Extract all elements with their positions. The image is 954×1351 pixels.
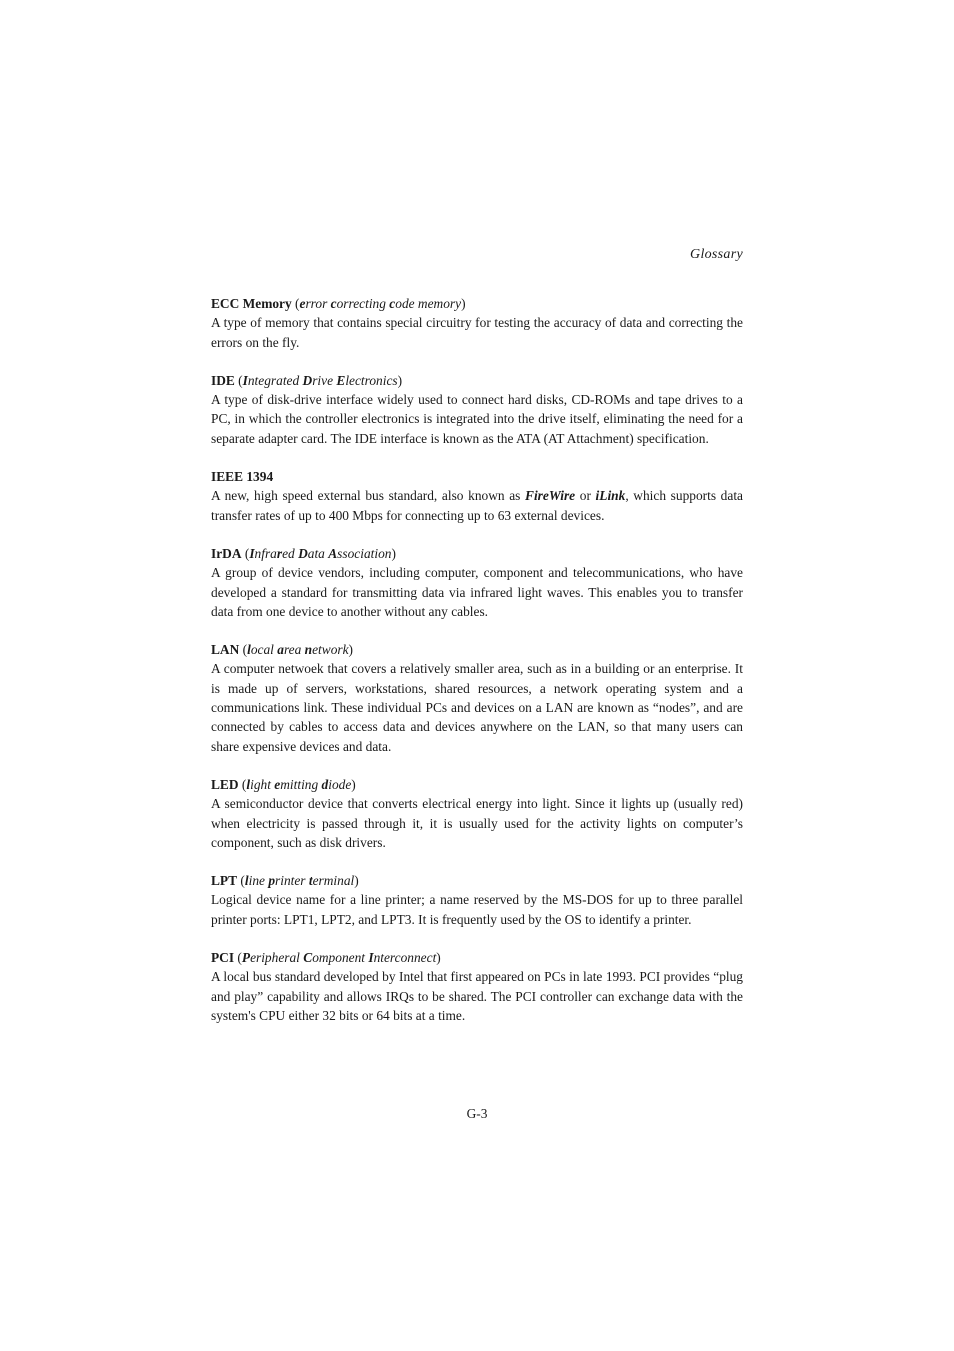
term-expansion: line printer terminal xyxy=(244,873,355,889)
term-name: LED xyxy=(211,776,239,792)
term-definition: A computer netwoek that covers a relatively smaller area, such as in a building or an enterprise. It is made up of servers, workstations, shared resources, a network operating system and a communications link. These individual PCs and devices on a LAN are known as “nodes”, and are connected by cables to access data and devices anywhere on the LAN, so that many users can share expensive devices and data. xyxy=(211,661,743,754)
term-expansion: Peripheral Component Interconnect xyxy=(241,950,437,966)
term-definition: Logical device name for a line printer; a name reserved by the MS-DOS for up to three parallel printer ports: LPT1, LPT2, and LPT3. It is frequently used by the OS to identify a printer. xyxy=(211,892,743,927)
glossary-list xyxy=(211,294,743,1044)
term-name: IEEE 1394 xyxy=(211,469,274,485)
glossary-term: LPT (line printer terminal) xyxy=(211,873,359,889)
term-expansion: error correcting code memory xyxy=(299,296,462,311)
glossary-term: ECC Memory (error correcting code memory) xyxy=(211,296,466,311)
glossary-entry xyxy=(211,294,743,352)
glossary-term: IDE (Integrated Drive Electronics) xyxy=(211,372,403,388)
glossary-entry xyxy=(211,640,743,756)
glossary-term: LED (light emitting diode) xyxy=(211,776,356,792)
term-name: LPT xyxy=(211,873,238,889)
term-expansion: Infrared Data Association xyxy=(249,545,392,561)
glossary-term: PCI (Peripheral Component Interconnect) xyxy=(211,950,441,966)
page-number: G-3 xyxy=(466,1106,488,1121)
term-expansion: light emitting diode xyxy=(246,776,352,792)
term-definition: A semiconductor device that converts electrical energy into light. Since it lights up (usually red) when electricity is passed through it, it is usually used for the activity lights on computer’s component, such as disk drivers. xyxy=(211,796,743,850)
glossary-term: LAN (local area network) xyxy=(211,642,354,658)
term-name: PCI xyxy=(211,950,235,966)
running-header: Glossary xyxy=(690,247,743,262)
term-definition: A new, high speed external bus standard, also known as FireWire or iLink, which supports data transfer rates of up to 400 Mbps for connecting up to 63 external devices. xyxy=(211,488,743,523)
term-definition: A group of device vendors, including computer, component and telecommunications, who have developed a standard for transmitting data via infrared light waves. This enables you to transfer data from one device to another without any cables. xyxy=(211,565,743,619)
term-expansion: Integrated Drive Electronics xyxy=(242,372,398,388)
glossary-entry xyxy=(211,544,743,621)
term-name: LAN xyxy=(211,642,240,658)
term-definition: A type of memory that contains special circuitry for testing the accuracy of data and correcting the errors on the fly. xyxy=(211,315,743,350)
term-name: IDE xyxy=(211,372,235,388)
term-name: ECC Memory xyxy=(211,296,292,311)
term-expansion: local area network xyxy=(247,642,349,658)
glossary-entry xyxy=(211,775,743,852)
glossary-entry xyxy=(211,948,743,1025)
term-definition: A local bus standard developed by Intel that first appeared on PCs in late 1993. PCI provides “plug and play” capability and allows IRQs to be shared. The PCI controller can exchange data with the system's CPU either 32 bits or 64 bits at a time. xyxy=(211,969,743,1023)
glossary-entry xyxy=(211,467,743,525)
glossary-entry xyxy=(211,371,743,448)
glossary-term xyxy=(211,467,743,486)
glossary-entry xyxy=(211,871,743,929)
glossary-term: IrDA (Infrared Data Association) xyxy=(211,545,396,561)
term-definition: A type of disk-drive interface widely used to connect hard disks, CD-ROMs and tape drives to a PC, in which the controller electronics is integrated into the drive itself, eliminating the need for a separate adapter card. The IDE interface is known as the ATA (AT Attachment) specification. xyxy=(211,392,743,446)
term-name: IrDA xyxy=(211,545,242,561)
